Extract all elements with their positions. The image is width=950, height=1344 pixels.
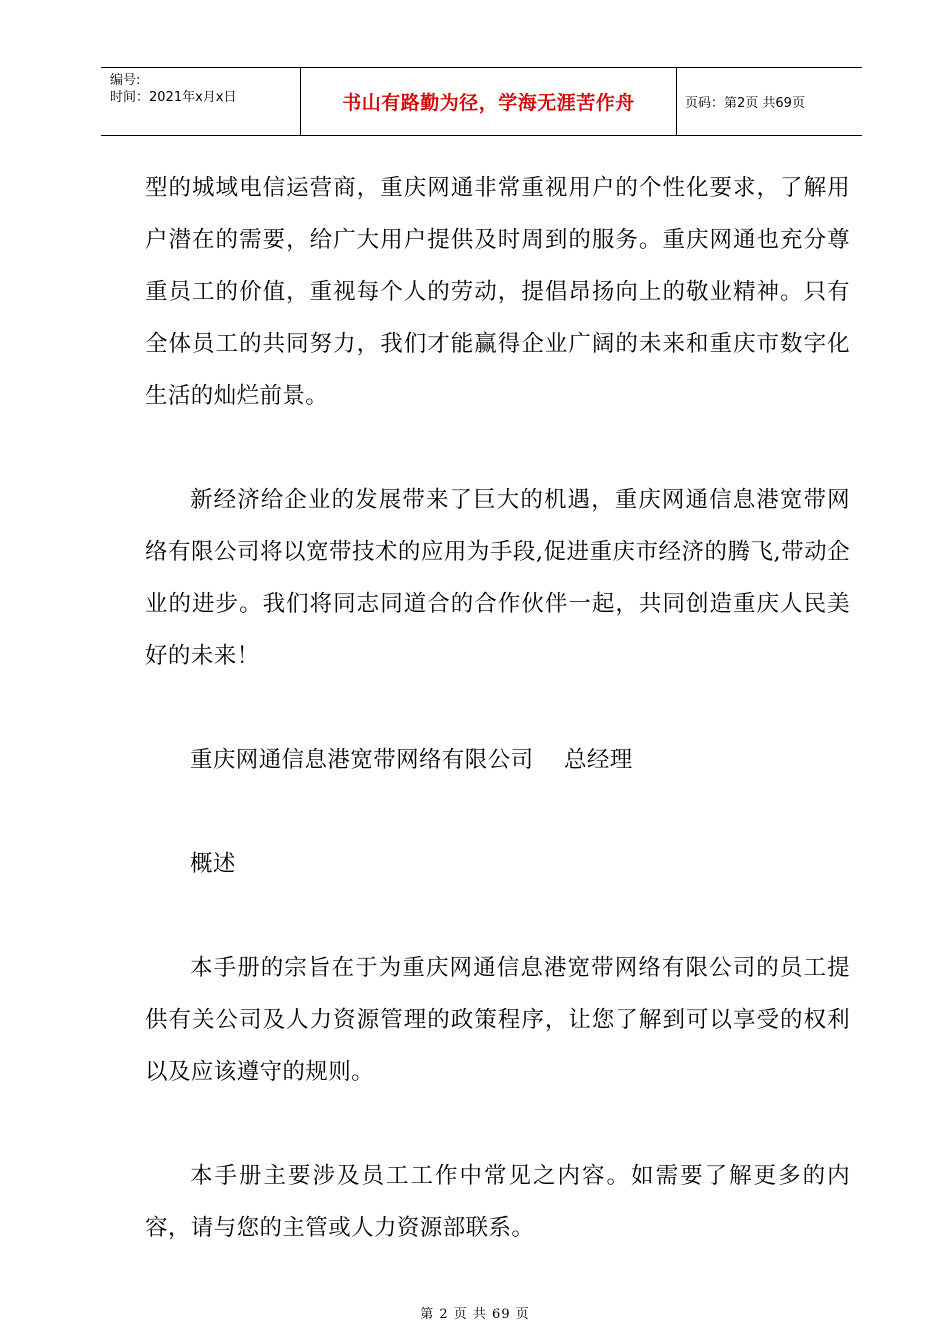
document-date: 时间：2021年x月x日	[110, 90, 237, 105]
signature-line: 重庆网通信息港宽带网络有限公司 总经理	[190, 747, 633, 773]
section-title: 概述	[190, 851, 236, 877]
paragraph-continued: 型的城域电信运营商，重庆网通非常重视用户的个性化要求，了解用户潜在的需要，给广大用户提供及时周到的服务。重庆网通也充分尊重员工的价值，重视每个人的劳动，提倡昂扬向上的敬业精神。只有全体员工的共同努力，我们才能赢得企业广阔的未来和重庆市数字化生活的灿烂前景。	[145, 175, 850, 409]
paragraph-purpose: 本手册的宗旨在于为重庆网通信息港宽带网络有限公司的员工提供有关公司及人力资源管理的政策程序，让您了解到可以享受的权利以及应该遵守的规则。	[145, 955, 850, 1085]
page-header	[101, 67, 862, 136]
paragraph-scope: 本手册主要涉及员工工作中常见之内容。如需要了解更多的内容，请与您的主管或人力资源部联系。	[145, 1163, 850, 1241]
page-footer: 第 2 页 共 69 页	[420, 1307, 530, 1322]
document-body	[145, 162, 850, 1254]
header-motto: 书山有路勤为径，学海无涯苦作舟	[301, 68, 677, 135]
header-meta	[101, 68, 301, 135]
document-number-label: 编号:	[110, 73, 141, 88]
header-page-info: 页码：第2页 共69页	[685, 96, 805, 111]
paragraph-new-economy: 新经济给企业的发展带来了巨大的机遇，重庆网通信息港宽带网络有限公司将以宽带技术的应用为手段,促进重庆市经济的腾飞,带动企业的进步。我们将同志同道合的合作伙伴一起，共同创造重庆人民美好的未来！	[145, 487, 850, 669]
